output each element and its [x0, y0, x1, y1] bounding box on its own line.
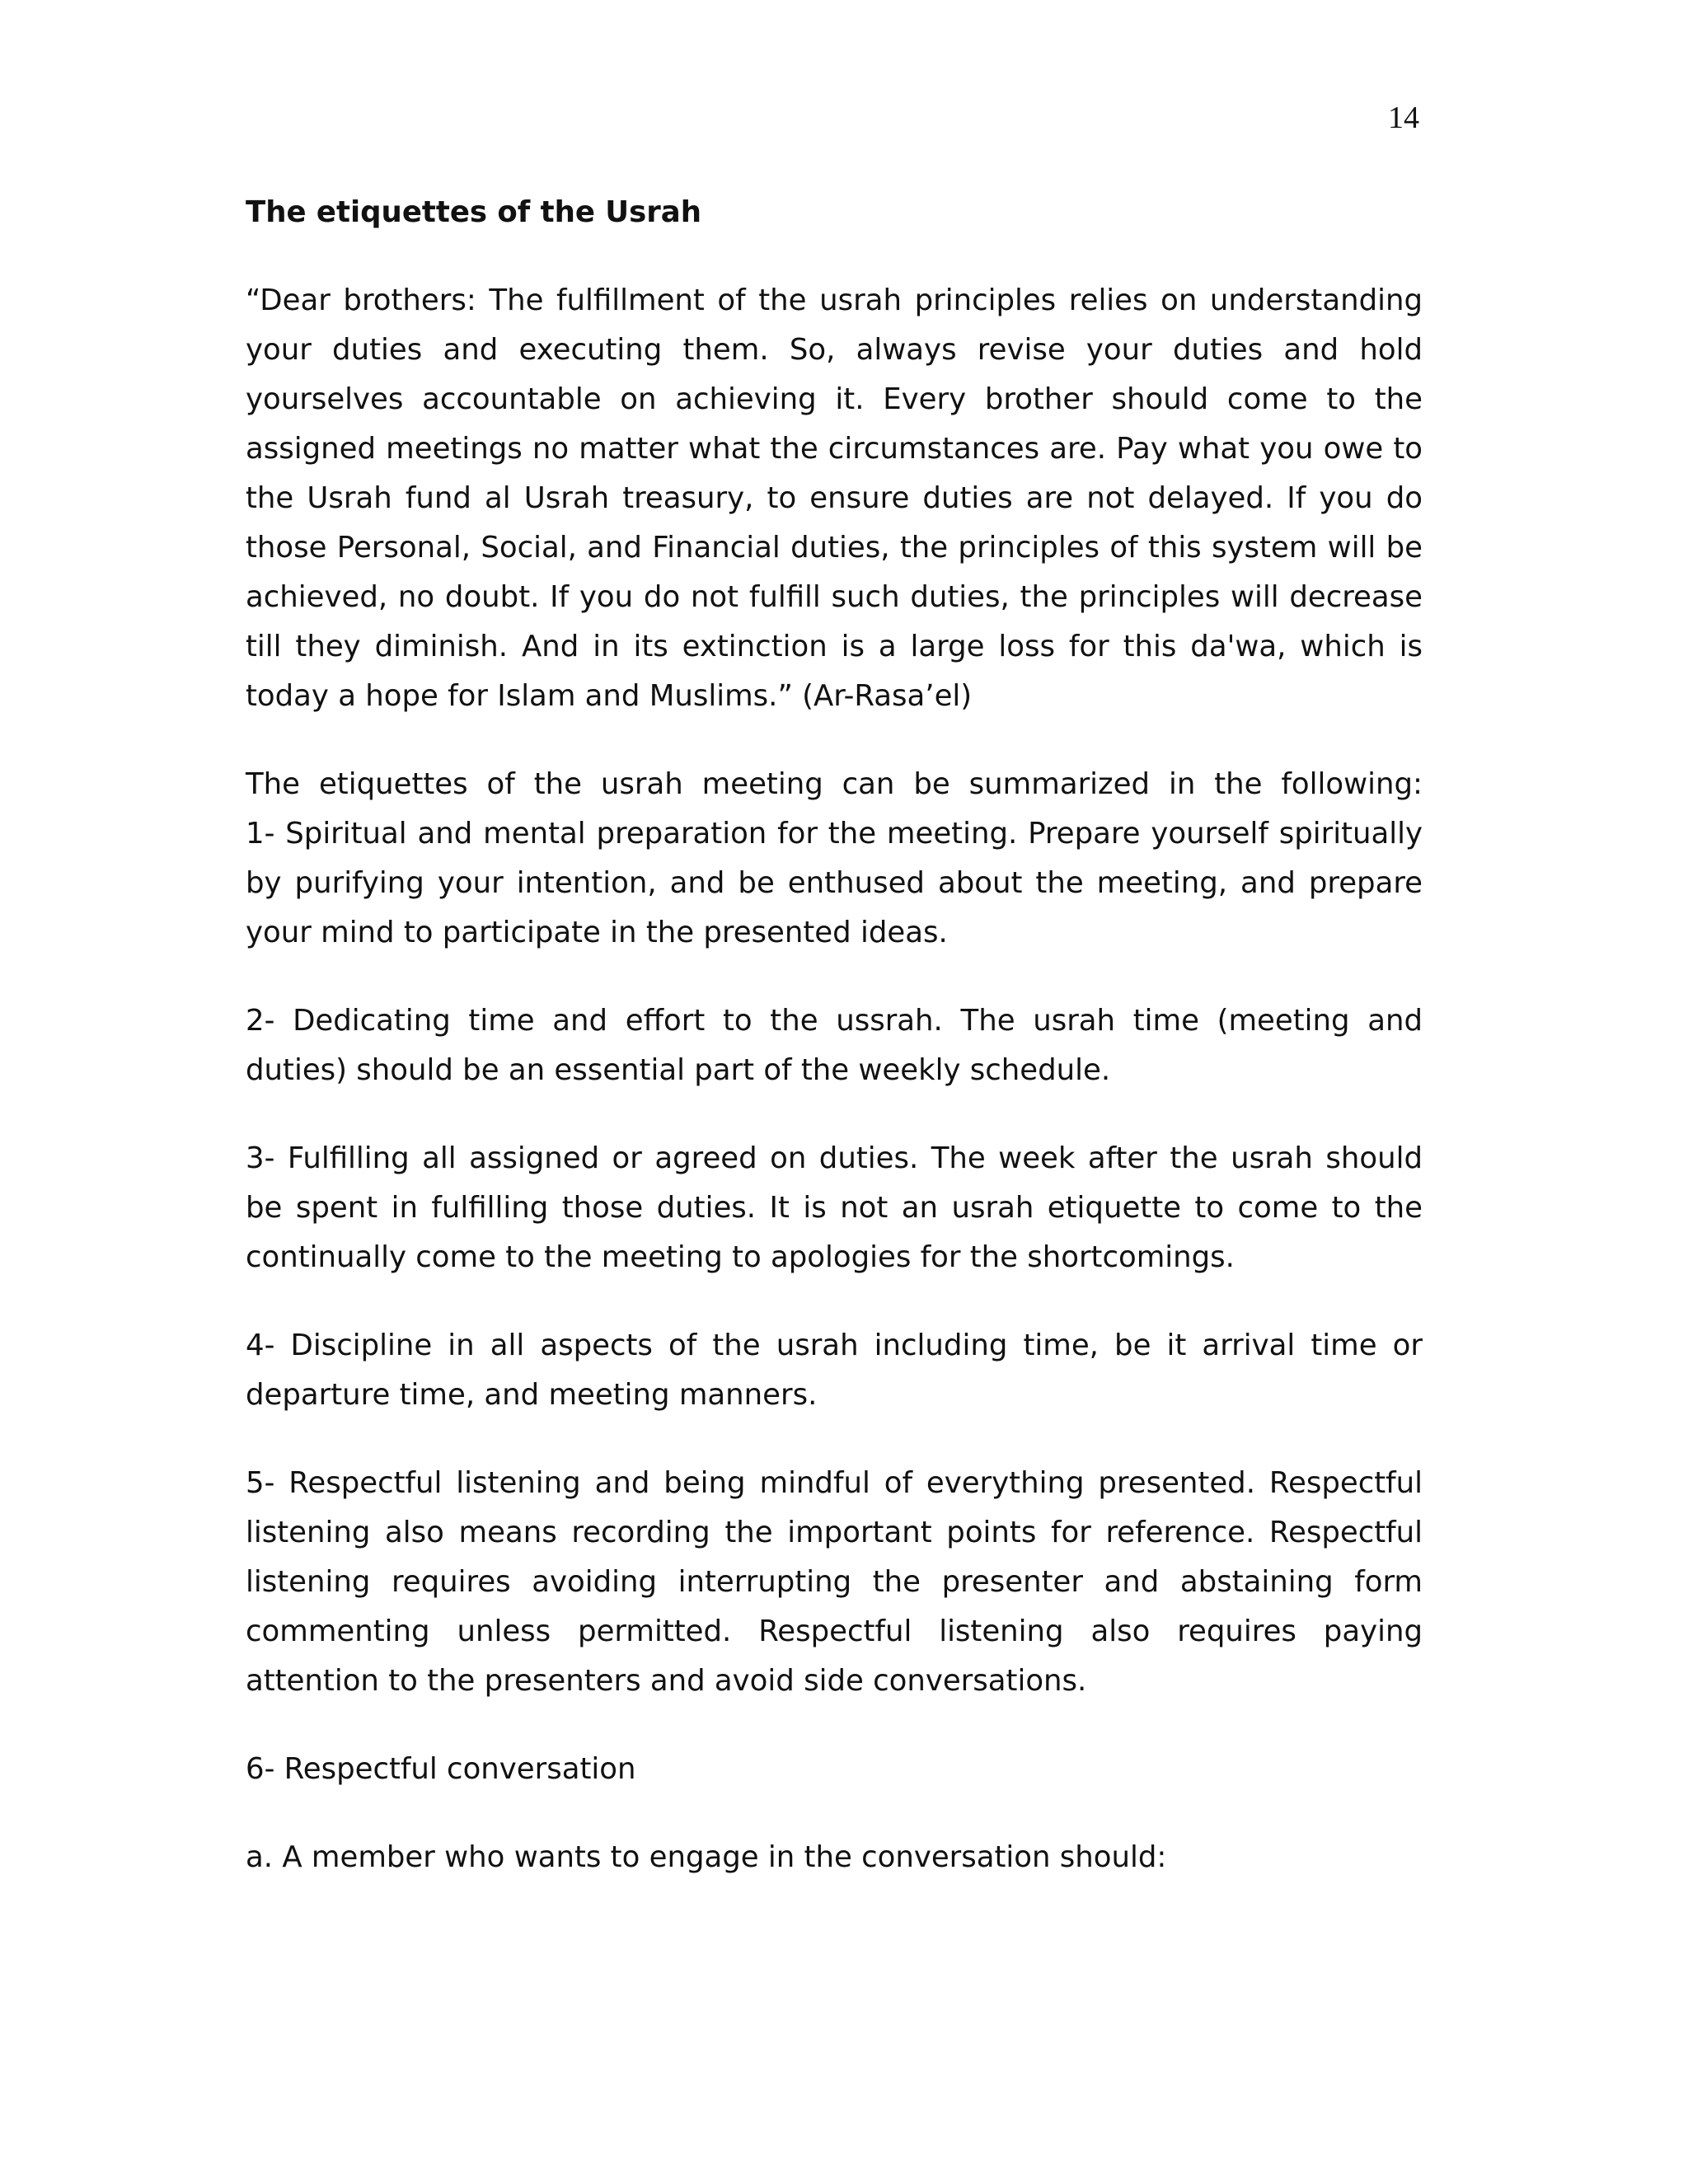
- etiquette-item-1: 1- Spiritual and mental preparation for the meeting. Prepare yourself spiritually by purifying your intention, and be enthused about the meeting, and prepare your mind to participate in the presented ideas.: [246, 817, 1423, 949]
- quote-paragraph: “Dear brothers: The fulfillment of the usrah principles relies on understanding your duties and executing them. So, always revise your duties and hold yourselves accountable on achieving it. Every brother should come to the assigned meetings no matter what the circumstances are. Pay what you owe to the Usrah fund al Usrah treasury, to ensure duties are not delayed. If you do those Personal, Social, and Financial duties, the principles of this system will be achieved, no doubt. If you do not fulfill such duties, the principles will decrease till they diminish. And in its extinction is a large loss for this da'wa, which is today a hope for Islam and Muslims.” (Ar-Rasa’el): [246, 284, 1423, 713]
- page-number: 14: [1388, 101, 1419, 135]
- etiquette-item-6a: a. A member who wants to engage in the conversation should:: [246, 1840, 1167, 1874]
- etiquettes-intro-block: [246, 760, 1423, 958]
- etiquette-item-5: 5- Respectful listening and being mindful of everything presented. Respectful listening also means recording the important points for reference. Respectful listening requires avoiding interrupting the presenter and abstaining form commenting unless permitted. Respectful listening also requires paying attention to the presenters and avoid side conversations.: [246, 1466, 1423, 1698]
- etiquette-item-4: 4- Discipline in all aspects of the usrah including time, be it arrival time or departure time, and meeting manners.: [246, 1329, 1423, 1412]
- etiquette-item-3: 3- Fulfilling all assigned or agreed on duties. The week after the usrah should be spent in fulfilling those duties. It is not an usrah etiquette to come to the continually come to the meeting to apologies for the shortcomings.: [246, 1141, 1423, 1274]
- document-body: [246, 188, 1423, 1882]
- etiquette-item-2: 2- Dedicating time and effort to the ussrah. The usrah time (meeting and duties) should be an essential part of the weekly schedule.: [246, 1004, 1423, 1087]
- etiquette-item-6: 6- Respectful conversation: [246, 1752, 636, 1786]
- section-heading: The etiquettes of the Usrah: [246, 195, 701, 229]
- etiquettes-intro: The etiquettes of the usrah meeting can be summarized in the following:: [246, 767, 1423, 801]
